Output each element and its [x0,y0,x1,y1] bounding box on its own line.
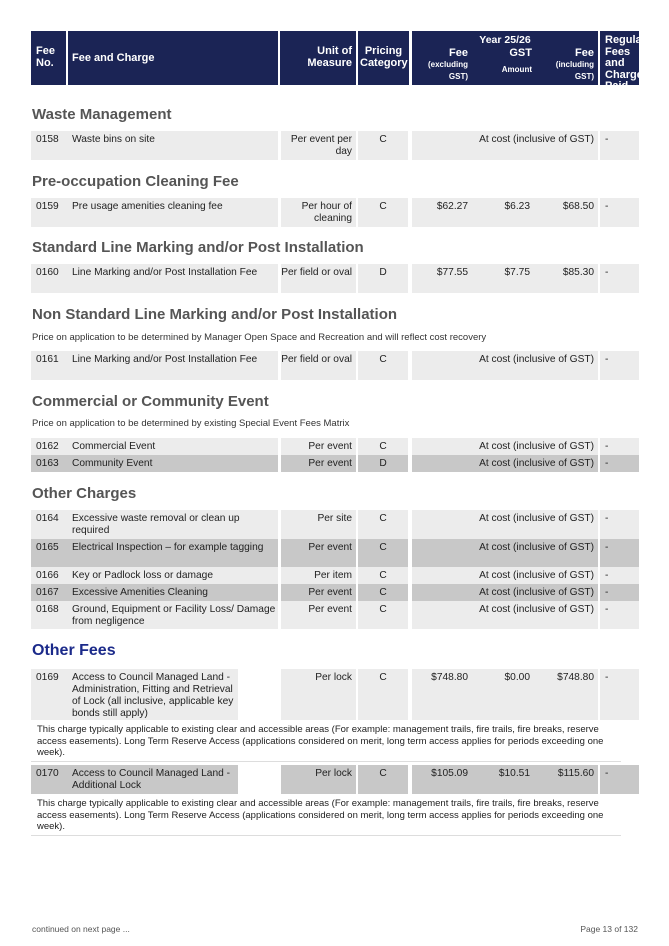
pricing-category: C [358,131,408,160]
table-row [31,351,639,380]
pricing-category: C [358,539,408,567]
regulatory: - [600,438,639,455]
table-row [31,601,639,629]
fee-no: 0161 [31,351,68,380]
pricing-category: C [358,584,408,601]
table-row [31,669,639,720]
header-fee-charge-label: Fee and Charge [72,52,155,64]
section-title-waste: Waste Management [32,106,172,123]
regulatory: - [600,131,639,160]
regulatory: - [600,669,639,720]
unit: Per site [281,510,356,539]
table-row [31,264,639,293]
pricing-category: C [358,765,408,794]
header-fee-ex-sub: (excluding GST) [427,60,468,81]
unit: Per event [281,584,356,601]
table-row [31,765,639,794]
section-title-commercial: Commercial or Community Event [32,393,269,410]
fee-no: 0165 [31,539,68,567]
table-row [31,567,639,584]
unit: Per field or oval [281,264,356,293]
fee-name: Access to Council Managed Land - Administration, Fitting and Retrieval of Lock (all inclusive, applicable key bonds still apply) [68,669,238,720]
header-gst [472,47,532,74]
regulatory: - [600,567,639,584]
fee-no: 0160 [31,264,68,293]
pricing-category: C [358,669,408,720]
unit: Per event [281,438,356,455]
at-cost: At cost (inclusive of GST) [412,131,598,160]
unit: Per event [281,601,356,629]
regulatory: - [600,198,639,227]
fee-no: 0170 [31,765,68,794]
header-fee-no [31,31,66,85]
header-fee-inc [536,47,594,83]
fee-incl-gst: $748.80 [534,669,598,720]
gst-amount: $7.75 [472,264,534,293]
regulatory: - [600,539,639,567]
table-row [31,584,639,601]
unit: Per field or oval [281,351,356,380]
at-cost: At cost (inclusive of GST) [412,351,598,380]
header-regulatory [600,31,663,104]
regulatory: - [600,601,639,629]
at-cost: At cost (inclusive of GST) [412,584,598,601]
gst-amount: $10.51 [472,765,534,794]
pricing-category: D [358,455,408,472]
regulatory: - [600,584,639,601]
at-cost: At cost (inclusive of GST) [412,539,598,567]
pricing-category: D [358,264,408,293]
fee-name: Access to Council Managed Land - Additional Lock [68,765,238,794]
fee-no: 0167 [31,584,68,601]
section-note-commercial: Price on application to be determined by existing Special Event Fees Matrix [32,418,350,429]
gst-amount: $0.00 [472,669,534,720]
header-pricing-label: Pricing Category [360,45,408,69]
header-regulatory-label: Regulatory Fees and Charges Paid to [605,34,663,104]
fee-note: This charge typically applicable to existing clear and accessible areas (For example: management trails, fire trails, fire breaks, reserve access easements). Long Term Reserve Access (applications considered on merit, long term access applies for periods exceeding one week). [31,796,621,836]
fee-excl-gst: $105.09 [412,765,472,794]
pricing-category: C [358,351,408,380]
fee-name: Waste bins on site [68,131,278,160]
pricing-category: C [358,510,408,539]
unit: Per event [281,539,356,567]
at-cost: At cost (inclusive of GST) [412,455,598,472]
header-fee-no-label: Fee No. [36,45,55,69]
fee-no: 0163 [31,455,68,472]
table-header [31,31,663,104]
fee-no: 0159 [31,198,68,227]
table-row [31,510,639,539]
header-year: Year 25/26 [479,34,531,46]
header-pricing [358,31,409,85]
fee-note: This charge typically applicable to existing clear and accessible areas (For example: management trails, fire trails, fire breaks, reserve access easements). Long Term Reserve Access (applications considered on merit, long term access applies for periods exceeding one week). [31,722,621,762]
table-row [31,539,639,567]
fee-no: 0162 [31,438,68,455]
unit: Per item [281,567,356,584]
at-cost: At cost (inclusive of GST) [412,567,598,584]
header-year-group [412,31,598,85]
pricing-category: C [358,198,408,227]
fee-no: 0168 [31,601,68,629]
fee-incl-gst: $115.60 [534,765,598,794]
section-title-preocc: Pre-occupation Cleaning Fee [32,173,239,190]
section-note-nonstandard: Price on application to be determined by Manager Open Space and Recreation and will reflect cost recovery [32,332,487,343]
header-unit [280,31,356,85]
section-title-standard: Standard Line Marking and/or Post Installation [32,239,364,256]
fee-name: Pre usage amenities cleaning fee [68,198,278,227]
table-row [31,131,639,160]
unit: Per hour of cleaning [281,198,356,227]
section-title-other-fees: Other Fees [32,642,116,659]
table-row [31,455,639,472]
fee-incl-gst: $68.50 [534,198,598,227]
header-fee-ex-label: Fee [449,47,468,59]
regulatory: - [600,455,639,472]
at-cost: At cost (inclusive of GST) [412,438,598,455]
fee-name: Key or Padlock loss or damage [68,567,278,584]
unit: Per event [281,455,356,472]
regulatory: - [600,765,639,794]
regulatory: - [600,264,639,293]
fee-name: Excessive waste removal or clean up required [68,510,278,539]
fee-name: Electrical Inspection – for example tagging [68,539,278,567]
pricing-category: C [358,601,408,629]
gst-amount: $6.23 [472,198,534,227]
fee-excl-gst: $77.55 [412,264,472,293]
section-title-other-charges: Other Charges [32,485,137,502]
header-fee-inc-sub: (including GST) [555,60,594,81]
regulatory: - [600,351,639,380]
table-row [31,438,639,455]
at-cost: At cost (inclusive of GST) [412,510,598,539]
fee-name: Commercial Event [68,438,278,455]
table-row [31,198,639,227]
section-title-nonstandard: Non Standard Line Marking and/or Post Installation [32,306,398,323]
unit: Per lock [281,669,356,720]
fee-no: 0166 [31,567,68,584]
header-unit-label: Unit of Measure [307,45,352,69]
fee-excl-gst: $62.27 [412,198,472,227]
fee-no: 0169 [31,669,68,720]
fee-no: 0164 [31,510,68,539]
fee-name: Line Marking and/or Post Installation Fee [68,264,278,293]
pricing-category: C [358,438,408,455]
regulatory: - [600,510,639,539]
fee-name: Line Marking and/or Post Installation Fee [68,351,278,380]
fee-name: Community Event [68,455,278,472]
continued-note: continued on next page ... [32,924,130,934]
fee-name: Ground, Equipment or Facility Loss/ Damage from negligence [68,601,278,629]
header-gst-label: GST [509,47,532,59]
fee-excl-gst: $748.80 [412,669,472,720]
header-gst-sub: Amount [501,65,532,74]
pricing-category: C [358,567,408,584]
fee-incl-gst: $85.30 [534,264,598,293]
unit: Per event per day [281,131,356,160]
page-number: Page 13 of 132 [580,924,638,934]
at-cost: At cost (inclusive of GST) [412,601,598,629]
fee-no: 0158 [31,131,68,160]
header-fee-charge [68,31,278,85]
header-fee-inc-label: Fee [575,47,594,59]
header-fee-ex [412,47,468,83]
fee-name: Excessive Amenities Cleaning [68,584,278,601]
unit: Per lock [281,765,356,794]
